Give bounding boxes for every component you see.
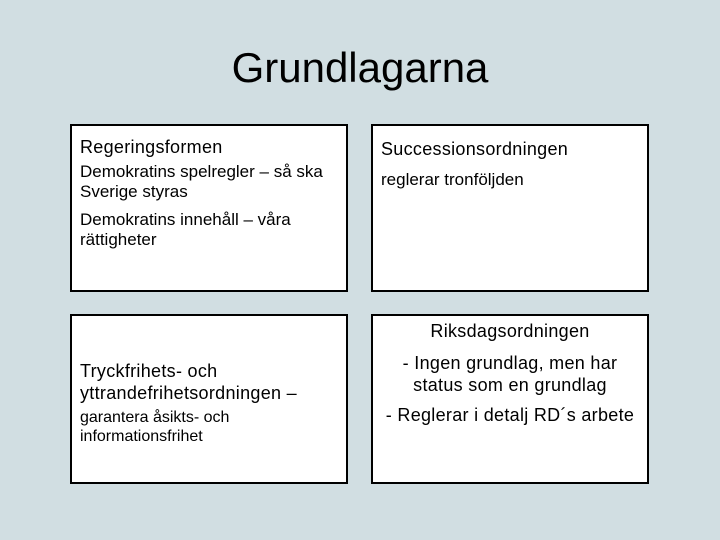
regeringsformen-heading: Regeringsformen: [80, 137, 223, 157]
successionsordningen-box: [371, 124, 649, 292]
riksdagsordningen-box: [371, 314, 649, 484]
regeringsformen-box: [70, 124, 348, 292]
riksdagsordningen-line-2: - Reglerar i detalj RD´s arbete: [385, 405, 635, 425]
regeringsformen-line-1: Demokratins spelregler – så ska Sverige styras: [80, 162, 323, 201]
regeringsformen-line-2: Demokratins innehåll – våra rättigheter: [80, 210, 291, 249]
successionsordningen-heading: Successionsordningen: [381, 139, 569, 159]
tryckfrihet-heading: Tryckfrihets- och yttrandefrihetsordningen –: [80, 361, 297, 403]
successionsordningen-line-1: reglerar tronföljden: [381, 170, 524, 189]
slide-title: Grundlagarna: [231, 44, 489, 91]
riksdagsordningen-line-1: - Ingen grundlag, men har status som en grundlag: [402, 353, 618, 395]
tryckfrihet-line-1: garantera åsikts- och informationsfrihet: [80, 409, 230, 445]
tryckfrihet-box: [70, 314, 348, 484]
riksdagsordningen-heading: Riksdagsordningen: [430, 321, 590, 341]
